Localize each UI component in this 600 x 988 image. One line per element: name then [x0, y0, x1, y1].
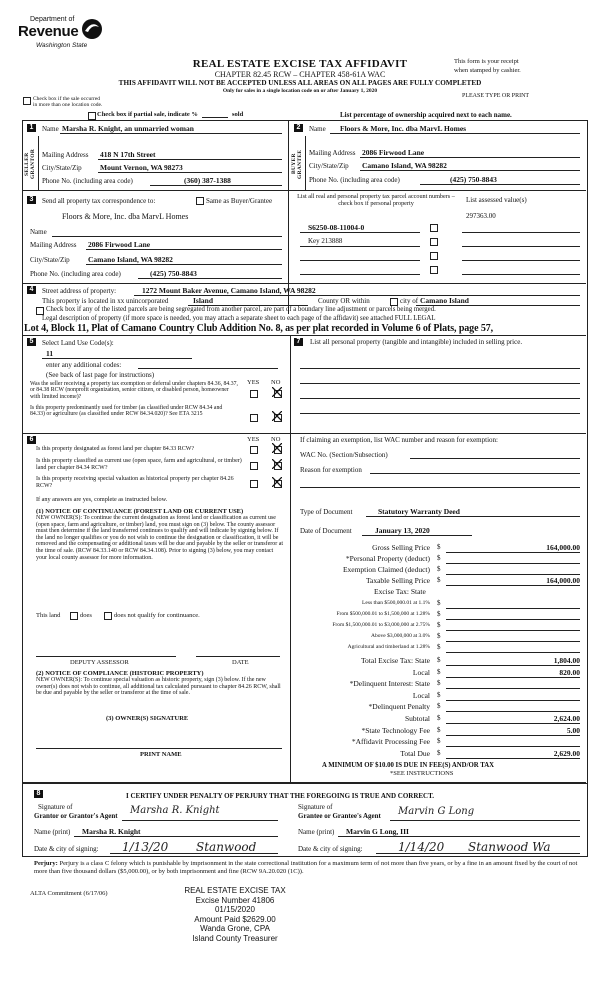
s6-no-header: NO: [271, 436, 281, 443]
grantor-sig-label-1: Signature of: [38, 803, 73, 811]
buyer-mailing: 2086 Firwood Lane: [362, 148, 425, 157]
grantee-city: Stanwood Wa: [468, 840, 551, 854]
seller-phone: (360) 387-1388: [184, 176, 231, 185]
doc-date: January 13, 2020: [375, 526, 430, 535]
form-title: REAL ESTATE EXCISE TAX AFFIDAVIT: [192, 58, 408, 70]
parcel-2-personal-checkbox[interactable]: [430, 238, 438, 246]
tax-row-label: *Personal Property (deduct): [345, 554, 430, 563]
tax-row-currency: $: [437, 632, 441, 640]
tax-row-currency: $: [437, 667, 441, 676]
buyer-side-label: BUYER GRANTEE: [291, 149, 303, 179]
tax-row-value: 5.00: [566, 725, 580, 735]
dept-of-label: Department of: [30, 16, 75, 23]
form-chapter: CHAPTER 82.45 RCW – CHAPTER 458-61A WAC: [214, 70, 386, 79]
tax-row-currency: $: [437, 643, 441, 651]
seller-name: Marsha R. Knight, an unmarried woman: [62, 124, 194, 133]
notice-2-body: NEW OWNER(S): To continue special valuation as historic property, sign (3) below. If the new owner(s) does not wish to continue, all additional tax calculated pursuant to chapter 84.26 RCW, shall be due and payable by the seller or transferor at the time of sale.: [36, 677, 281, 697]
tax-row-currency: $: [437, 714, 441, 722]
doc-type-label: Type of Document: [300, 508, 353, 516]
section-2-number: 2: [294, 124, 303, 132]
form-only-for: Only for sales in a single location code on or after January 1, 2020: [222, 88, 378, 94]
land-does-label: does: [80, 612, 92, 619]
section-1-number: 1: [27, 124, 36, 132]
grantee-date: 1/14/20: [398, 840, 445, 854]
land-use-value: 11: [46, 349, 54, 358]
partial-sale-label: Check box if partial sale, indicate %: [97, 111, 198, 118]
grantor-date: 1/13/20: [122, 840, 169, 854]
multi-location-label-1: Check box if the sale occurred: [33, 96, 101, 102]
grantor-date-label: Date & city of signing:: [34, 845, 99, 853]
receipt-note-1: This form is your receipt: [454, 58, 519, 65]
s6-yes-header: YES: [247, 436, 260, 443]
tax-row-currency: $: [437, 576, 441, 584]
s6-q3-x-mark: [272, 477, 282, 487]
minimum-fee-note: A MINIMUM OF $10.00 IS DUE IN FEE(S) AND/OR TAX: [322, 762, 495, 769]
stamp-line-4: Amount Paid $2629.00: [194, 914, 276, 924]
grantor-signature: Marsha R. Knight: [130, 805, 220, 816]
section-6-number: 6: [27, 436, 36, 444]
grantor-sig-label-2: Grantor or Grantor's Agent: [34, 812, 118, 820]
assessed-header: List assessed value(s): [466, 196, 527, 204]
s6-q1-yes[interactable]: [250, 446, 258, 454]
see-back-label: (See back of last page for instructions): [46, 371, 155, 379]
s6-q2-yes[interactable]: [250, 462, 258, 470]
located-value: Island: [193, 296, 214, 305]
buyer-name: Floors & More, Inc. dba MarvL Homes: [340, 124, 467, 133]
multi-location-label-2: in more than one location code.: [33, 102, 103, 108]
parcel-4-personal-checkbox[interactable]: [430, 266, 438, 274]
s6-question-2: Is this property classified as current use (open space, farm and agricultural, or timber) land per chapter 84.34 RCW?: [36, 458, 242, 471]
grantee-date-label: Date & city of signing:: [298, 845, 363, 853]
grantee-signature: Marvin G Long: [398, 806, 475, 817]
notice-1-title: (1) NOTICE OF CONTINUANCE (FOREST LAND OR CURRENT USE): [36, 508, 244, 515]
tax-row-currency: $: [437, 702, 441, 711]
tax-row-value: 164,000.00: [546, 543, 580, 552]
s5-q1-yes[interactable]: [250, 390, 258, 398]
deputy-date-label: DATE: [232, 659, 249, 666]
tax-row-label: Local: [412, 690, 430, 700]
same-as-buyer-label: Same as Buyer/Grantee: [206, 197, 273, 205]
multi-location-checkbox[interactable]: [23, 97, 31, 105]
tax-row-value: 2,624.00: [553, 714, 580, 723]
county-label: County OR within: [318, 297, 370, 305]
section-5-number: 5: [27, 338, 36, 346]
tax-row-value: 1,804.00: [553, 656, 580, 665]
stamp-line-1: REAL ESTATE EXCISE TAX: [184, 886, 286, 895]
reason-label: Reason for exemption: [300, 466, 362, 474]
county-value: Camano Island: [420, 296, 469, 305]
land-does-checkbox[interactable]: [70, 612, 78, 620]
buyer-city: Camano Island, WA 98282: [362, 161, 447, 170]
grantee-name: Marvin G Long, III: [346, 827, 409, 836]
s5-question-2: Is this property predominantly used for timber (as classified under RCW 84.34 and 84.33) or agriculture (as classified under RCW 84.34.020)? See ETA 3215: [30, 405, 223, 418]
buyer-name-label: Name: [309, 125, 326, 133]
treasurer-stamp: [160, 886, 310, 944]
buyer-mailing-label: Mailing Address: [309, 149, 356, 157]
excise-state-label: Excise Tax: State: [374, 587, 426, 596]
stamp-line-3: 01/15/2020: [214, 905, 256, 915]
tax-row-currency: $: [437, 656, 441, 664]
washington-state-label: Washington State: [36, 42, 88, 49]
correspondence-mailing-label: Mailing Address: [30, 241, 77, 249]
correspondence-name: Floors & More, Inc. dba MarvL Homes: [62, 212, 189, 221]
s6-q3-yes[interactable]: [250, 480, 258, 488]
same-as-buyer-checkbox[interactable]: [196, 197, 204, 205]
owner-signature-label: (3) OWNER(S) SIGNATURE: [106, 715, 189, 722]
dor-swoosh-icon: [80, 18, 104, 40]
land-use-label: Select Land Use Code(s):: [42, 339, 114, 347]
alta-label: ALTA Commitment (6/17/06): [30, 890, 108, 897]
tax-row-currency: $: [437, 621, 441, 629]
correspondence-city: Camano Island, WA 98282: [88, 255, 173, 264]
s5-q2-yes[interactable]: [250, 414, 258, 422]
parcel-1: S6250-08-11004-0: [308, 223, 365, 232]
tax-row-currency: $: [437, 565, 441, 573]
tax-row-currency: $: [437, 737, 441, 746]
additional-codes-label: enter any additional codes:: [46, 361, 122, 369]
s5-no-header: NO: [271, 379, 281, 386]
seller-name-label: Name: [42, 125, 59, 133]
tax-row-label: Total Due: [400, 748, 430, 758]
city-of-checkbox[interactable]: [390, 298, 398, 306]
tax-row-currency: $: [437, 679, 441, 688]
s5-q2-x-mark: [272, 411, 282, 421]
tax-row-currency: $: [437, 690, 441, 699]
tax-row-label: Agricultural and timberland at 1.28%: [347, 644, 430, 650]
print-name-label: PRINT NAME: [140, 751, 182, 758]
tax-row-label: Local: [412, 667, 430, 677]
legal-label: Legal description of property (if more space is needed, you may attach a separate sheet to each page of the affidavit) see attached FULL LEGAL: [42, 315, 436, 322]
s5-yes-header: YES: [247, 379, 260, 386]
grantor-city: Stanwood: [196, 840, 257, 854]
tax-row-currency: $: [437, 748, 441, 757]
sold-label: sold: [232, 111, 244, 118]
section-7-number: 7: [294, 338, 303, 346]
seller-mailing-label: Mailing Address: [42, 151, 89, 159]
tax-row-currency: $: [437, 554, 441, 562]
tax-row-label: *Affidavit Processing Fee: [351, 737, 430, 747]
correspondence-name-label: Name: [30, 228, 47, 236]
city-of-label: city of: [400, 297, 419, 305]
s6-if-yes: If any answers are yes, complete as instructed below.: [36, 496, 168, 503]
section-3-number: 3: [27, 196, 36, 204]
exemption-label: If claiming an exemption, list WAC number and reason for exemption:: [300, 436, 498, 444]
street-label: Street address of property:: [42, 287, 117, 295]
tax-row-label: Less than $500,000.01 at 1.1%: [362, 600, 430, 606]
grantee-name-label: Name (print): [298, 828, 335, 836]
doc-date-label: Date of Document: [300, 527, 352, 535]
stamp-line-5: Wanda Grone, CPA: [200, 924, 270, 934]
correspondence-phone-label: Phone No. (including area code): [30, 270, 121, 278]
form-warning: THIS AFFIDAVIT WILL NOT BE ACCEPTED UNLESS ALL AREAS ON ALL PAGES ARE FULLY COMPLETED: [118, 79, 482, 87]
tax-row-currency: $: [437, 599, 441, 607]
s5-question-1: Was the seller receiving a property tax exemption or deferral under chapters 84.36, 84.37, or 84.38 RCW (nonprofit organization, senior citizen, or disabled person, homeowner with limited income)?: [30, 381, 238, 400]
tax-row-label: From $500,000.01 to $1,500,000 at 1.28%: [336, 611, 430, 617]
seller-phone-label: Phone No. (including area code): [42, 177, 133, 185]
deputy-assessor-label: DEPUTY ASSESSOR: [70, 659, 129, 666]
correspondence-label: Send all property tax correspondence to:: [42, 197, 156, 205]
wac-label: WAC No. (Section/Subsection): [300, 451, 388, 459]
personal-property-label: List all personal property (tangible and intangible) included in selling price.: [310, 338, 523, 346]
seller-city-label: City/State/Zip: [42, 164, 82, 172]
s6-q2-x-mark: [272, 459, 282, 469]
assessed-value: 297363.00: [466, 212, 496, 220]
grantee-sig-label-1: Signature of: [298, 803, 333, 811]
correspondence-phone: (425) 750-8843: [150, 269, 197, 278]
tax-row-label: Gross Selling Price: [372, 543, 430, 552]
tax-row-currency: $: [437, 610, 441, 618]
tax-row-value: 820.00: [559, 667, 580, 677]
notice-2-title: (2) NOTICE OF COMPLIANCE (HISTORIC PROPERTY): [36, 670, 204, 677]
dor-logo: [18, 16, 108, 54]
s5-q1-x-mark: [272, 387, 282, 397]
s6-question-1: Is this property designated as forest land per chapter 84.33 RCW?: [36, 446, 195, 452]
legal-description: Lot 4, Block 11, Plat of Camano Country Club Addition No. 8, as per plat recorded in Volume 6 of Plats, page 57,: [24, 323, 494, 334]
perjury-label: Perjury:: [34, 860, 58, 867]
tax-row-value: 2,629.00: [553, 748, 580, 758]
tax-row-label: *Delinquent Interest: State: [349, 679, 430, 689]
buyer-city-label: City/State/Zip: [309, 162, 349, 170]
revenue-label: Revenue: [18, 23, 79, 40]
certify-text: I CERTIFY UNDER PENALTY OF PERJURY THAT THE FOREGOING IS TRUE AND CORRECT.: [126, 792, 435, 800]
this-land-label: This land: [36, 612, 61, 619]
tax-row-label: Above $3,000,000 at 3.0%: [371, 633, 430, 639]
please-type: PLEASE TYPE OR PRINT: [462, 93, 530, 99]
parcels-header: List all real and personal property tax parcel account numbers – check box if personal property: [297, 193, 455, 207]
tax-row-value: 164,000.00: [546, 576, 580, 585]
correspondence-mailing: 2086 Firwood Lane: [88, 240, 151, 249]
tax-row-label: Subtotal: [404, 714, 430, 723]
perjury-text: Perjury is a class C felony which is punishable by imprisonment in the state correctional institution for a maximum term of not more than five years, or by a fine in an amount fixed by the court of not more than five thousand dollars ($5,000.00), or by both imprisonment and fine (RCW 9A.20.020 (1C)).: [34, 860, 578, 875]
correspondence-city-label: City/State/Zip: [30, 256, 70, 264]
tax-row-label: Exemption Claimed (deduct): [342, 565, 430, 574]
grantor-name: Marsha R. Knight: [82, 827, 141, 836]
street-address: 1272 Mount Baker Avenue, Camano Island, WA 98282: [142, 286, 316, 295]
grantee-sig-label-2: Grantee or Grantee's Agent: [298, 812, 381, 820]
stamp-line-6: Island County Treasurer: [192, 933, 278, 943]
located-in-label: This property is located in xx unincorporated: [42, 297, 169, 305]
grantor-name-label: Name (print): [34, 828, 71, 836]
segregated-label: Check box if any of the listed parcels are being segregated from another parcel, are part of a boundary line adjustment or parcels being merged.: [46, 306, 436, 313]
segregated-checkbox[interactable]: [36, 307, 44, 315]
partial-sale-checkbox[interactable]: [88, 112, 96, 120]
seller-city: Mount Vernon, WA 98273: [100, 163, 183, 172]
partial-percent-field[interactable]: [202, 117, 228, 118]
tax-row-label: *Delinquent Penalty: [368, 702, 430, 712]
stamp-line-2: Excise Number 41806: [195, 895, 275, 905]
doc-type: Statutory Warranty Deed: [378, 507, 460, 516]
buyer-phone-label: Phone No. (including area code): [309, 176, 400, 184]
s6-q1-x-mark: [272, 443, 282, 453]
receipt-note-2: when stamped by cashier.: [454, 67, 521, 74]
buyer-phone: (425) 750-8843: [450, 175, 497, 184]
section-4-number: 4: [27, 286, 36, 294]
parcel-3-personal-checkbox[interactable]: [430, 252, 438, 260]
tax-row-currency: $: [437, 725, 441, 734]
tax-row-label: *State Technology Fee: [361, 725, 430, 735]
seller-side-label: SELLER GRANTOR: [24, 148, 36, 180]
land-does-not-label: does not qualify for continuance.: [114, 612, 200, 619]
tax-row-label: Taxable Selling Price: [365, 576, 430, 585]
seller-mailing: 418 N 17th Street: [100, 150, 156, 159]
section-8-number: 8: [34, 790, 43, 798]
parcel-2: Key 213888: [308, 237, 343, 245]
s6-question-3: Is this property receiving special valuation as historical property per chapter 84.26 RCW?: [36, 476, 234, 489]
see-instructions: *SEE INSTRUCTIONS: [390, 770, 454, 777]
perjury-notice: [34, 860, 582, 876]
land-does-not-checkbox[interactable]: [104, 612, 112, 620]
notice-1-body: NEW OWNER(S): To continue the current designation as forest land or classification as current use (open space, farm and agriculture, or timber) land, you must sign on (3) below. The county assessor must then determine if the land transferred continues to qualify and will indicate by signing below. If the land no longer qualifies or you do not wish to continue the designation or classification, it will be removed and the compensating or additional taxes will be due and payable by the seller or transferor at the time of sale. (RCW 84.33.140 or RCW 84.34.108). Prior to signing (3) below, you may contact your local county assessor for more information.: [36, 515, 284, 561]
tax-row-currency: $: [437, 543, 441, 551]
parcel-1-personal-checkbox[interactable]: [430, 224, 438, 232]
percent-note: List percentage of ownership acquired next to each name.: [340, 111, 512, 119]
tax-row-label: Total Excise Tax: State: [360, 656, 430, 665]
tax-row-label: From $1,500,000.01 to $3,000,000 at 2.75%: [332, 622, 430, 628]
